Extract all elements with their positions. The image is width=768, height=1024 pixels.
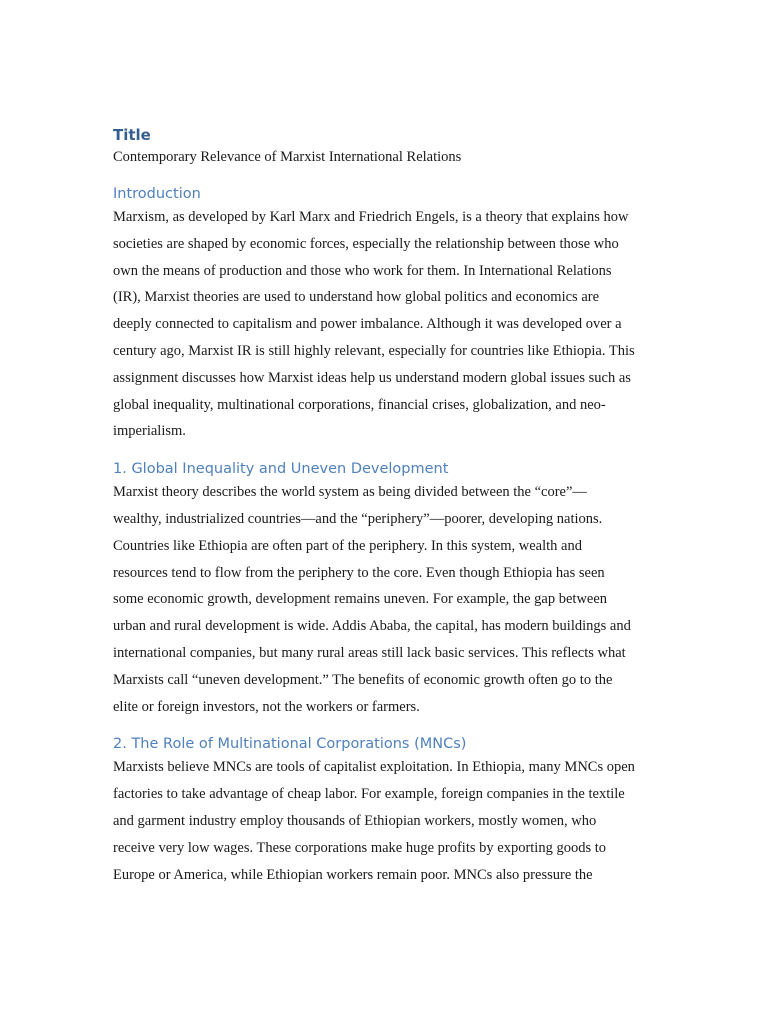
section-body: Marxism, as developed by Karl Marx and Friedrich Engels, is a theory that explains how societies are shaped by economic forces, especially the relationship between those who own the means of production and those who work for them. In International Relations (IR), Marxist theories are used to understand how global politics and economics are deeply connected to capitalism and power imbalance. Although it was developed over a century ago, Marxist IR is still highly relevant, especially for countries like Ethiopia. This assignment discusses how Marxist ideas help us understand modern global issues such as global inequality, multinational corporations, financial crises, globalization, and neo- imperialism. <box>113 209 635 440</box>
section-heading: Introduction <box>113 186 201 202</box>
section-body: Marxist theory describes the world system as being divided between the “core”— wealthy, industrialized countries—and the “periphery”—poorer, developing nations. Countries like Ethiopia are often part of the periphery. In this system, wealth and resources tend to flow from the periphery to the core. Even though Ethiopia has seen some economic growth, development remains uneven. For example, the gap between urban and rural development is wide. Addis Ababa, the capital, has modern buildings and international companies, but many rural areas still lack basic services. This reflects what Marxists call “uneven development.” The benefits of economic growth often go to the elite or foreign investors, not the workers or farmers. <box>113 484 631 715</box>
section-body: Marxists believe MNCs are tools of capitalist exploitation. In Ethiopia, many MNCs open factories to take advantage of cheap labor. For example, foreign companies in the textile and garment industry employ thousands of Ethiopian workers, mostly women, who receive very low wages. These corporations make huge profits by exporting goods to Europe or America, while Ethiopian workers remain poor. MNCs also pressure the <box>113 759 635 883</box>
title-label: Title <box>113 126 151 144</box>
document-page <box>113 125 658 902</box>
section-global-inequality <box>113 459 658 720</box>
section-mncs <box>113 734 658 888</box>
document-title: Contemporary Relevance of Marxist International Relations <box>113 149 462 165</box>
section-heading: 2. The Role of Multinational Corporations (MNCs) <box>113 736 467 753</box>
section-introduction <box>113 184 658 445</box>
section-heading: 1. Global Inequality and Uneven Development <box>113 461 449 478</box>
